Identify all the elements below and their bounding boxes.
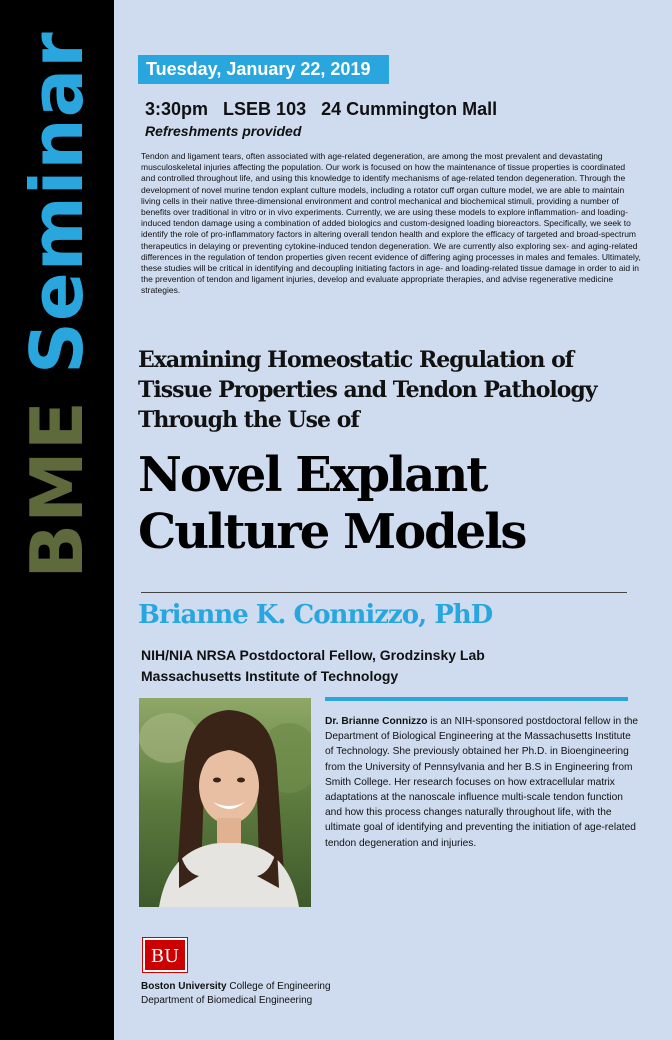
footer-college: College of Engineering <box>226 981 331 992</box>
talk-title-big2: Culture Models <box>138 504 526 560</box>
speaker-photo <box>139 698 311 907</box>
talk-title-large <box>138 447 658 561</box>
event-time: 3:30pm <box>145 99 209 119</box>
event-date: Tuesday, January 22, 2019 <box>138 55 389 84</box>
footer-university <box>141 981 331 992</box>
talk-title-line3: Through the Use of <box>138 407 359 433</box>
speaker-affiliation <box>141 645 485 687</box>
footer-department: Department of Biomedical Engineering <box>141 995 313 1006</box>
sidebar <box>0 0 114 1040</box>
vertical-title <box>15 31 99 579</box>
abstract: Tendon and ligament tears, often associated with age-related degeneration, are among the most prevalent and devastating musculoskeletal injuries affecting the population. Our work is focused on how the maintenance of tissue properties is coordinated and controlled throughout life, and using this knowledge to identify mechanisms of age-related tendon degeneration. Through the development of novel murine tendon explant culture models, including a rotator cuff organ culture model, we are able to maintain living cells in their native three-dimensional environment and control mechanical and biochemical stimuli, providing a number of benefits over traditional in vitro or in vivo experiments. Currently, we are using these models to explore inflammation- and loading-induced tendon damage using a combination of added biologics and custom-designed loading bioreactors. Specifically, we seek to identify the role of pro-inflammatory factors in altering overall tendon health and explore the efficacy of targeted and broad-spectrum therapeutics in delaying or preventing cytokine-induced tendon degeneration. We are currently also exploring sex- and aging-related differences in the regulation of tendon properties given recent evidence of differing aging processes in males and females. Ultimately, these studies will be critical in identifying and decoupling initiating factors in age- and loading-related tissue damage in order to aid in the prevention of tendon and ligament injuries, develop and evaluate appropriate therapies, and advise regenerative medicine strategies. <box>141 151 641 296</box>
talk-title-big1: Novel Explant <box>138 447 487 503</box>
title-seminar: Seminar <box>15 31 99 374</box>
talk-title-line1: Examining Homeostatic Regulation of <box>138 347 574 373</box>
event-room: LSEB 103 <box>223 99 307 119</box>
refreshments-note: Refreshments provided <box>145 123 302 139</box>
bu-logo: BU <box>143 938 187 972</box>
speaker-position: NIH/NIA NRSA Postdoctoral Fellow, Grodzinsky Lab <box>141 647 485 663</box>
title-bme: BME <box>15 400 99 579</box>
bio-text: is an NIH-sponsored postdoctoral fellow in the Department of Biological Engineering at the Massachusetts Institute of Technology. She previously obtained her Ph.D. in Bioengineering from the University of Pennsylvania and her B.S in Engineering from Smith College. Her research focuses on how extracellular matrix adaptations at the nanoscale influence multi-scale tendon function and how this process changes naturally throughout life, with the ultimate goal of identifying and preventing the initiation of age-related tendon degeneration and injuries. <box>325 716 639 849</box>
speaker-bio <box>325 714 640 851</box>
bio-accent-bar <box>325 697 628 701</box>
speaker-institution: Massachusetts Institute of Technology <box>141 668 399 684</box>
talk-title <box>138 345 658 435</box>
divider <box>141 592 627 593</box>
talk-title-line2: Tissue Properties and Tendon Pathology <box>138 377 597 403</box>
bio-name: Dr. Brianne Connizzo <box>325 716 428 727</box>
footer-university-name: Boston University <box>141 981 227 992</box>
event-address: 24 Cummington Mall <box>321 99 498 119</box>
main-content <box>114 0 672 1040</box>
event-time-location <box>145 99 507 120</box>
speaker-name: Brianne K. Connizzo, PhD <box>138 600 493 630</box>
speaker-portrait-image <box>139 698 311 907</box>
